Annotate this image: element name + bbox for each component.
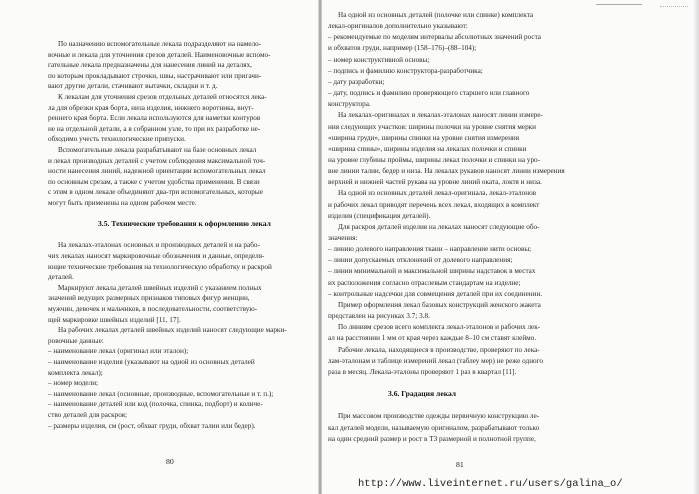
section-heading: 3.5. Технические требования к оформлению лекал: [98, 219, 271, 229]
text-line: – наименование деталей или код (полочка, спинка, подборт) и количе-: [48, 400, 263, 409]
text-line: ния следующих участков: ширины полочки на уровне снятия мерки: [328, 122, 537, 131]
text-line: – размеры изделия, см (рост, обхват груди, обхват талии или бедер).: [48, 421, 256, 430]
left-page-number: 80: [166, 457, 174, 466]
text-line: – наименование лекал (оригинал или эталон);: [48, 347, 189, 356]
text-line: мужчин, девочек и мальчиков, в последовательности, соответствую-: [48, 305, 258, 313]
text-line: вают другие детали, стачивают вытачки, складки и т. д.: [48, 82, 218, 91]
text-line: реннего края борта. Если лекала используются для наметки контуров: [48, 114, 261, 123]
text-line: вочные и лекала для уточнения срезов деталей. Наименовочные вспомо-: [48, 50, 271, 59]
text-line: верхней и нижней частей рукава на уровне линий оката, локтя и низа.: [328, 178, 542, 187]
text-line: Рабочие лекала, находящиеся в производстве, проверяют по лека-: [338, 345, 540, 354]
text-line: Вспомогательные лекала разрабатывают на базе основных лекал: [58, 146, 257, 154]
text-line: – наименование изделия (указывают на одной из основных деталей: [48, 358, 255, 366]
text-line: – наименование лекал (основные, производные, вспомогательные и т. п.);: [48, 389, 274, 398]
text-line: – линии допускаемых отклонений от долевого направления;: [328, 256, 513, 265]
text-line: На лекалах-эталонах основных и производных деталей и на рабо-: [58, 241, 260, 250]
book-gutter: [318, 0, 322, 494]
text-line: «ширина спины», ширины изделия на лекалах полочки и спинки: [328, 144, 527, 153]
text-line: лам-эталонам и таблице измерений лекал (таблеу мер) не реже одного: [328, 356, 544, 365]
text-line: На рабочих лекалах деталей швейных изделий наносят следующие марки-: [58, 326, 287, 335]
text-line: представлен на рисунках 3.7; 3.8.: [328, 312, 430, 321]
text-line: и лекал производных деталей с учетом соблюдения максимальной точ-: [48, 156, 266, 165]
text-line: – номер конструктивной основы;: [328, 55, 430, 64]
text-line: вне линии талии, бедер и низа. На лекалах рукавов наносят линии измерения: [328, 167, 565, 176]
text-line: обходимо учесть технологические припуски.: [48, 135, 186, 144]
text-line: изделия (спецификация деталей).: [328, 211, 431, 220]
text-line: ровочные данные:: [48, 336, 104, 345]
text-line: Пример оформления лекал базовых конструкций женского жакета: [338, 300, 541, 309]
text-line: На лекалах-оригиналах и лекалах-эталонах наносят линии измере-: [338, 111, 543, 120]
page-edge: [694, 0, 699, 494]
text-line: – линии минимальной и максимальной ширины надставок в местах: [328, 267, 536, 276]
text-line: ющие технические требования на технологическую обработку и раскрой: [48, 262, 272, 271]
text-line: – рекомендуемые по моделям интервалы абсолютных значений роста: [328, 33, 542, 42]
text-line: конструктора.: [328, 100, 371, 109]
text-line: При массовом производстве одежды первичную конструкцию ле-: [338, 412, 540, 421]
text-line: «ширина груди», ширины спинки на уровне снятия измерения: [328, 133, 520, 142]
text-line: – номер модели;: [48, 379, 99, 388]
text-line: на уровне глубины проймы, ширины лекал полочки и спинки на уро-: [328, 155, 541, 164]
text-line: гательные лекала предназначены для нанесения линий на деталях,: [48, 61, 252, 70]
right-page-number: 81: [456, 460, 464, 469]
text-line: чих лекалах наносят маркировочные обозначения и данные, определя-: [48, 252, 265, 260]
text-line: по которым прокладывают строчки, швы, настрачивают или пригачи-: [48, 71, 262, 80]
text-line: не на отдельной детали, а в собранном узле, то при их разработке не-: [48, 124, 261, 133]
text-line: На одной из основных деталей лекал-оригинала, лекал-эталонов: [338, 189, 537, 198]
text-line: щей маркировке швейных изделий [11, 17].: [48, 315, 181, 324]
right-page: [328, 0, 699, 480]
text-line: – линию долевого направления ткани – направление нити основы;: [328, 245, 532, 254]
text-line: Маркируют лекала деталей швейных изделий с указанием полных: [58, 283, 262, 292]
source-url-link[interactable]: http://www.liveinternet.ru/users/galina_o/: [358, 478, 623, 490]
text-line: – подпись и фамилию конструктора-разработчика;: [328, 66, 483, 75]
text-line: По назначению вспомогательные лекала подразделяют на намело-: [58, 40, 262, 48]
scan-mark: [660, 6, 688, 7]
left-page: [0, 0, 350, 480]
text-line: значений ведущих размерных признаков типовых фигур женщин,: [48, 294, 250, 303]
text-line: кал деталей модели, называемую оригиналом, разрабатывают только: [328, 423, 540, 432]
text-line: с этим в одном лекале объединяют два-три вспомогательных, которые: [48, 188, 263, 197]
text-line: значения:: [328, 234, 358, 242]
text-line: по основным срезам, а также с учетом удобства применения. В связи: [48, 177, 260, 186]
text-line: на один средний размер и рост в ТЗ размерной и полнотной группе,: [328, 434, 536, 443]
text-line: По линиям срезов всего комплекта лекал-эталонов и рабочих лек-: [338, 323, 541, 332]
text-line: и рабочих лекал приводят перечень всех лекал, входящих в комплект: [328, 200, 540, 209]
text-line: лекал-оригиналов дополнительно указывают:: [328, 22, 468, 31]
text-line: К лекалам для уточнения срезов отдельных деталей относятся лека-: [58, 93, 267, 101]
text-line: На одной из основных деталей (полочке или спинке) комплекта: [338, 11, 534, 19]
text-line: – дату, подпись и фамилию проверяющего старшего или главного: [328, 89, 530, 98]
text-line: ности нанесения линий, надежной ориентации вспомогательных лекал: [48, 167, 266, 176]
text-line: деталей.: [48, 273, 74, 282]
text-line: – контрольные надсечки для совмещения деталей при их соединении.: [328, 289, 543, 298]
scan-mark: [596, 4, 642, 5]
text-line: Для раскроя деталей изделия на лекалах наносят следующие обо-: [338, 222, 540, 231]
text-line: могут быть применены на одном рабочем месте.: [48, 199, 197, 207]
text-line: и обхватов груди, например (158–176)–(88–104);: [328, 44, 477, 53]
text-line: их расположения согласно отраслевым стандартам на изделие;: [328, 278, 521, 287]
text-line: ал на расстоянии 1 мм от края через каждые 8–10 см ставят клеймо.: [328, 334, 537, 343]
text-line: – дату разработки;: [328, 77, 385, 86]
text-line: раза в месяц. Лекала-эталоны проверяют 1 раз в квартал [11].: [328, 367, 517, 376]
text-line: ла для обрезки края борта, низа изделия, нижнего воротника, внут-: [48, 103, 254, 112]
text-line: ство деталей для раскроя;: [48, 411, 127, 419]
text-line: комплекта лекал);: [48, 368, 103, 377]
section-heading: 3.6. Градация лекал: [388, 389, 457, 399]
